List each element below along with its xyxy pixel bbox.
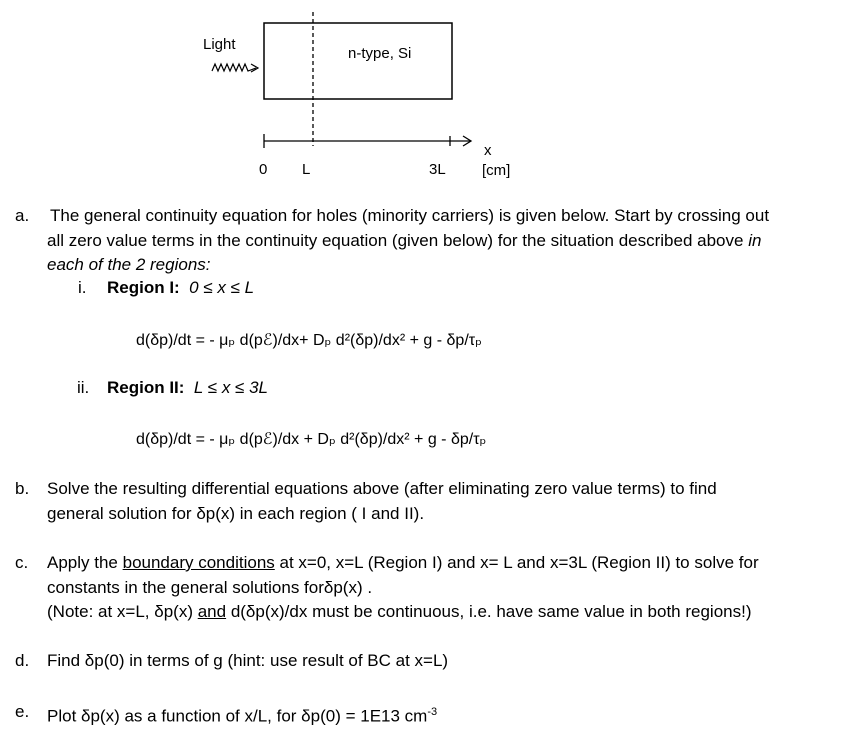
semiconductor-diagram <box>0 0 850 200</box>
problem-d-line1: Find δp(0) in terms of g (hint: use result of BC at x=L) <box>47 651 449 670</box>
problem-c-marker: c. <box>15 553 29 572</box>
tick-label-l: L <box>302 161 311 178</box>
problem-a-line2-text: all zero value terms in the continuity equation (given below) for the situation described above <box>47 231 749 250</box>
problem-a-line1: The general continuity equation for holes (minority carriers) is given below. Start by crossing out <box>50 206 770 225</box>
tick-label-0: 0 <box>259 161 268 178</box>
problem-c-line1 <box>47 552 759 574</box>
region-1-range: 0 ≤ x ≤ L <box>189 278 255 297</box>
problem-c-line2: constants in the general solutions forδp(x) . <box>47 578 373 597</box>
continuity-equation-region-2: d(δp)/dt = - μₚ d(pℰ)/dx + Dₚ d²(δp)/dx² + g - δp/τₚ <box>136 431 487 448</box>
problem-a-line3: each of the 2 regions: <box>47 255 211 274</box>
problem-c-line3-post: d(δp(x)/dx must be continuous, i.e. have same value in both regions!) <box>226 602 752 621</box>
problem-e-line1 <box>47 701 437 728</box>
problem-a-line2 <box>47 230 761 252</box>
problem-a-line2-italic: in <box>748 231 762 250</box>
problem-d-marker: d. <box>15 651 30 670</box>
problem-c-line3-underlined: and <box>197 602 227 621</box>
problem-e-marker: e. <box>15 702 30 721</box>
region-2-range: L ≤ x ≤ 3L <box>193 378 269 397</box>
light-wave-icon <box>212 64 256 71</box>
problem-e-exponent: -3 <box>427 706 438 718</box>
region-2-label: Region II: <box>107 378 185 397</box>
light-label: Light <box>203 36 236 53</box>
material-label: n-type, Si <box>348 45 412 62</box>
problem-e-line1-text: Plot δp(x) as a function of x/L, for δp(0) = 1E13 cm <box>47 706 428 726</box>
tick-label-3l: 3L <box>429 161 446 178</box>
sub-i-heading <box>107 277 254 299</box>
problem-c-line3-pre: (Note: at x=L, δp(x) <box>47 602 198 621</box>
sub-ii-heading <box>107 377 268 399</box>
region-1-label: Region I: <box>107 278 180 297</box>
sub-ii-marker: ii. <box>77 378 90 397</box>
problem-c-line3 <box>47 601 752 623</box>
problem-c-line1-underlined: boundary conditions <box>122 553 275 572</box>
problem-b-line2: general solution for δp(x) in each region ( I and II). <box>47 504 425 523</box>
continuity-equation-region-1: d(δp)/dt = - μₚ d(pℰ)/dx+ Dₚ d²(δp)/dx² + g - δp/τₚ <box>136 332 482 349</box>
axis-unit-label: [cm] <box>482 162 511 179</box>
problem-c-line1-pre: Apply the <box>47 553 123 572</box>
problem-b-marker: b. <box>15 479 30 498</box>
problem-a-marker: a. <box>15 206 30 225</box>
axis-x-label: x <box>484 142 492 159</box>
problem-b-line1: Solve the resulting differential equations above (after eliminating zero value terms) to find <box>47 479 717 498</box>
sub-i-marker: i. <box>78 278 87 297</box>
problem-c-line1-post: at x=0, x=L (Region I) and x= L and x=3L (Region II) to solve for <box>274 553 759 572</box>
